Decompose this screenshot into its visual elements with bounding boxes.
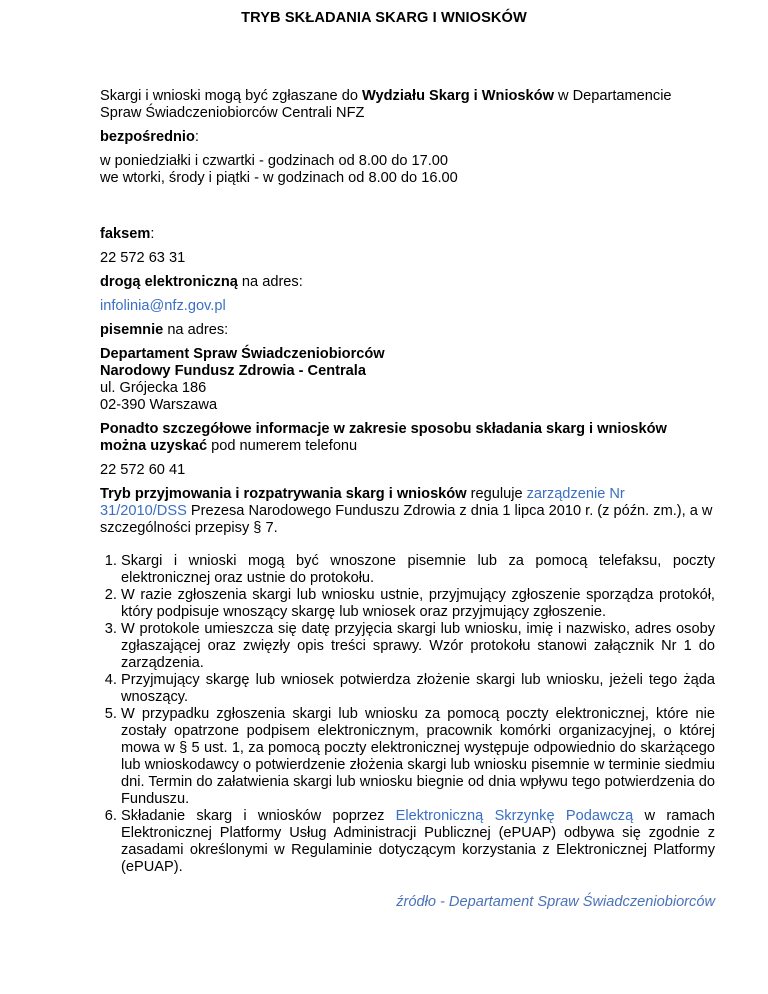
list-item: 2. W razie zgłoszenia skargi lub wniosku ustnie, przyjmujący zgłoszenie sporządza protokół, który podpisuje wnoszący skargę lub wniosek oraz przyjmujący zgłoszenie. <box>121 587 715 621</box>
mode-bold: Tryb przyjmowania i rozpatrywania skarg i wniosków <box>100 486 467 502</box>
item6-text-2: w ramach Elektronicznej Platformy Usług Administracji Publicznej (ePUAP) odbywa się zgodnie z zasadami określonymi w Regulaminie dotyczącym korzystania z Elektronicznej Platformy (ePUAP). <box>121 808 716 875</box>
email-heading <box>100 274 715 291</box>
epuap-link[interactable]: Elektroniczną Skrzynkę Podawczą <box>395 808 634 824</box>
document-body <box>100 88 715 911</box>
direct-hours-line-2: we wtorki, środy i piątki - w godzinach od 8.00 do 16.00 <box>100 170 458 186</box>
list-item: 1. Skargi i wnioski mogą być wnoszone pisemnie lub za pomocą telefaksu, poczty elektronicznej oraz ustnie do protokołu. <box>121 553 715 587</box>
mode-text-2: Prezesa Narodowego Funduszu Zdrowia z dnia 1 lipca 2010 r. (z późn. zm.), a w szczególności przepisy § 7. <box>100 503 713 536</box>
mode-text-1: reguluje <box>466 486 527 502</box>
mode-paragraph <box>100 486 715 537</box>
list-item: 5. W przypadku zgłoszenia skargi lub wniosku za pomocą poczty elektronicznej, które nie zostały opatrzone podpisem elektronicznym, pracownik komórki organizacyjnej, o której mowa w § 5 ust. 1, za pomocą poczty elektronicznej występuje odpowiednio do skarżącego lub wnioskodawcy o potwierdzenie złożenia skargi lub wniosku pisemnie w terminie siedmiu dni. Termin do załatwienia skargi lub wniosku biegnie od dnia wpływu tego potwierdzenia do Funduszu. <box>121 706 715 808</box>
info-phone: 22 572 60 41 <box>100 462 186 478</box>
email-address-wrap <box>100 298 715 315</box>
info-bold: Ponadto szczegółowe informacje w zakresie sposobu składania skarg i wniosków można uzyskać <box>100 421 667 454</box>
post-label: pisemnie <box>100 322 164 338</box>
fax-number: 22 572 63 31 <box>100 250 186 266</box>
post-suffix: na adres: <box>163 322 229 338</box>
list-item <box>121 808 715 876</box>
fax-label: faksem <box>100 226 151 242</box>
list-item: 3. W protokole umieszcza się datę przyjęcia skargi lub wniosku, imię i nazwisko, adres osoby zgłaszającej oraz zwięzły opis treści sprawy. Wzór protokołu stanowi załącznik Nr 1 do zarządzenia. <box>121 621 715 672</box>
list-item: 4. Przyjmujący skargę lub wniosek potwierdza złożenie skargi lub wniosku, jeżeli tego żąda wnoszący. <box>121 672 715 706</box>
info-paragraph <box>100 421 715 455</box>
intro-paragraph <box>100 88 715 122</box>
fax-suffix: : <box>150 226 155 242</box>
intro-bold: Wydziału Skarg i Wniosków <box>362 88 554 104</box>
address-line-2 <box>100 363 715 380</box>
item6-text-1: Składanie skarg i wniosków poprzez <box>121 808 396 824</box>
direct-suffix: : <box>194 129 199 145</box>
intro-text-2: w Departamencie Spraw Świadczeniobiorców Centrali NFZ <box>100 88 672 121</box>
address-org: Departament Spraw Świadczeniobiorców <box>100 346 385 362</box>
email-suffix: na adres: <box>237 274 303 290</box>
regulation-link[interactable]: zarządzenie Nr 31/2010/DSS <box>100 486 625 519</box>
postal-address <box>100 346 715 414</box>
email-link[interactable]: infolinia@nfz.gov.pl <box>100 298 226 314</box>
fax-heading <box>100 226 715 243</box>
address-city: 02-390 Warszawa <box>100 397 218 413</box>
address-fund: Narodowy Fundusz Zdrowia - Centrala <box>100 363 366 379</box>
direct-hours <box>100 153 715 187</box>
direct-heading <box>100 129 715 146</box>
direct-label: bezpośrednio <box>100 129 195 145</box>
page-title: TRYB SKŁADANIA SKARG I WNIOSKÓW <box>241 10 527 26</box>
info-suffix: pod numerem telefonu <box>207 438 358 454</box>
intro-text-1: Skargi i wnioski mogą być zgłaszane do <box>100 88 363 104</box>
direct-hours-line-1: w poniedziałki i czwartki - godzinach od 8.00 do 17.00 <box>100 153 449 169</box>
address-street: ul. Grójecka 186 <box>100 380 207 396</box>
post-heading <box>100 322 715 339</box>
source-note: źródło - Departament Spraw Świadczeniobiorców <box>396 894 715 910</box>
email-label: drogą elektroniczną <box>100 274 238 290</box>
address-line-1 <box>100 346 715 363</box>
rules-list <box>100 553 715 876</box>
